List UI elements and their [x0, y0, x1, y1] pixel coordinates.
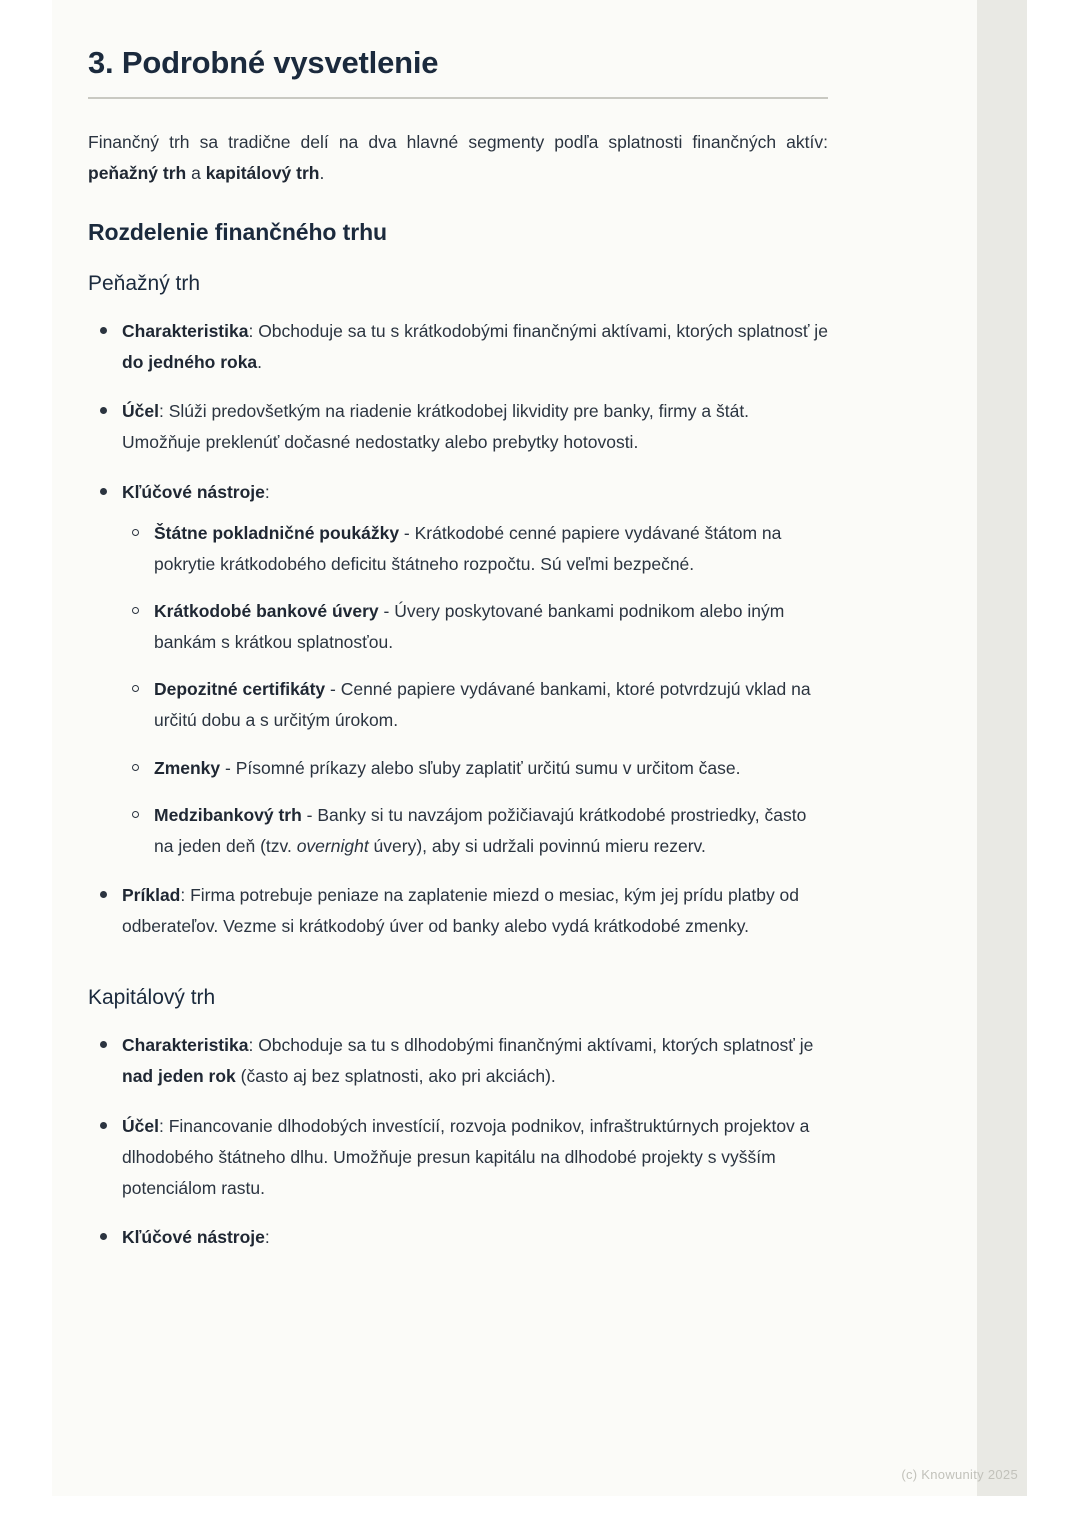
page-left-margin: [0, 0, 52, 1528]
list-item-label: Charakteristika: [122, 321, 249, 342]
list-item: [88, 396, 828, 458]
list-item-label: Kľúčové nástroje: [122, 1226, 265, 1247]
list-item-text: : Obchoduje sa tu s dlhodobými finančnými aktívami, ktorých splatnosť je: [248, 1035, 814, 1056]
instrument-text: - Krátkodobé cenné papiere vydávané štátom na pokrytie krátkodobého deficitu štátneho rozpočtu. Sú veľmi bezpečné.: [154, 522, 782, 574]
list-item: [122, 800, 828, 862]
list-item: [122, 674, 828, 736]
capital-market-list: [88, 1030, 828, 1253]
instrument-text: - Úvery poskytované bankami podnikom alebo iným bankám s krátkou splatnosťou.: [154, 601, 785, 653]
intro-bold-capital-market: kapitálový trh: [205, 162, 320, 183]
list-item-text-after: .: [257, 352, 263, 373]
subheading-money-market: Peňažný trh: [88, 272, 201, 296]
intro-text-2: a: [186, 162, 206, 183]
title-divider: [88, 97, 828, 99]
intro-bold-money-market: peňažný trh: [88, 162, 187, 183]
list-item-text-after: (často aj bez splatnosti, ako pri akciách).: [235, 1066, 556, 1087]
list-item: [88, 316, 828, 378]
list-item: [88, 880, 828, 942]
list-item: [88, 1030, 828, 1092]
list-item-bold-inline: do jedného roka: [122, 352, 258, 373]
intro-text-1: Finančný trh sa tradične delí na dva hlavné segmenty podľa splatnosti finančných aktív:: [88, 131, 828, 152]
instrument-label: Zmenky: [154, 757, 221, 778]
page-title: 3. Podrobné vysvetlenie: [88, 45, 439, 80]
instrument-text: - Písomné príkazy alebo sľuby zaplatiť určitú sumu v určitom čase.: [220, 757, 741, 778]
list-item-bold-inline: nad jeden rok: [122, 1066, 236, 1087]
list-item-text: :: [264, 1226, 270, 1247]
list-item-label: Kľúčové nástroje: [122, 481, 265, 502]
instrument-label: Medzibankový trh: [154, 804, 302, 825]
list-item-label: Účel: [122, 1115, 159, 1136]
list-item: [122, 518, 828, 580]
section-heading-market-division: Rozdelenie finančného trhu: [88, 219, 387, 246]
page-right-gutter: [977, 0, 1027, 1496]
list-item-text: : Financovanie dlhodobých investícií, rozvoja podnikov, infraštruktúrnych projektov a dlhodobého štátneho dlhu. Umožňuje presun kapitálu na dlhodobé projekty s vyšším potenciálom rastu.: [122, 1115, 810, 1198]
list-item: [88, 1222, 828, 1253]
list-item-label: Účel: [122, 401, 159, 422]
instrument-italic-term: overnight: [296, 835, 369, 856]
money-market-instruments-list: [122, 518, 828, 862]
instrument-text: - Banky si tu navzájom požičiavajú krátkodobé prostriedky, často na jeden deň (tzv.: [154, 804, 807, 856]
intro-text-3: .: [319, 162, 325, 183]
instrument-text-after: úvery), aby si udržali povinnú mieru rezerv.: [368, 835, 706, 856]
intro-paragraph: [88, 127, 828, 189]
list-item: [88, 477, 828, 862]
instrument-text: - Cenné papiere vydávané bankami, ktoré potvrdzujú vklad na určitú dobu a s určitým úrokom.: [154, 679, 811, 731]
list-item-label: Charakteristika: [122, 1035, 249, 1056]
list-item: [122, 753, 828, 784]
watermark: (c) Knowunity 2025: [901, 1467, 1018, 1482]
list-item-text: :: [264, 481, 270, 502]
list-item-text: : Slúži predovšetkým na riadenie krátkodobej likvidity pre banky, firmy a štát. Umožňuje preklenúť dočasné nedostatky alebo prebytky hotovosti.: [122, 401, 750, 453]
subheading-capital-market: Kapitálový trh: [88, 986, 216, 1010]
instrument-label: Depozitné certifikáty: [154, 679, 326, 700]
instrument-label: Krátkodobé bankové úvery: [154, 601, 379, 622]
example-label: Príklad: [122, 885, 181, 905]
document-content: [88, 44, 828, 1271]
list-item: [122, 596, 828, 658]
money-market-list: [88, 316, 828, 942]
list-item: [88, 1111, 828, 1204]
list-item-text: : Obchoduje sa tu s krátkodobými finančnými aktívami, ktorých splatnosť je: [248, 321, 828, 342]
instrument-label: Štátne pokladničné poukážky: [154, 522, 400, 543]
example-text: : Firma potrebuje peniaze na zaplatenie miezd o mesiac, kým jej prídu platby od odberateľov. Vezme si krátkodobý úver od banky alebo vydá krátkodobé zmenky.: [122, 885, 800, 937]
